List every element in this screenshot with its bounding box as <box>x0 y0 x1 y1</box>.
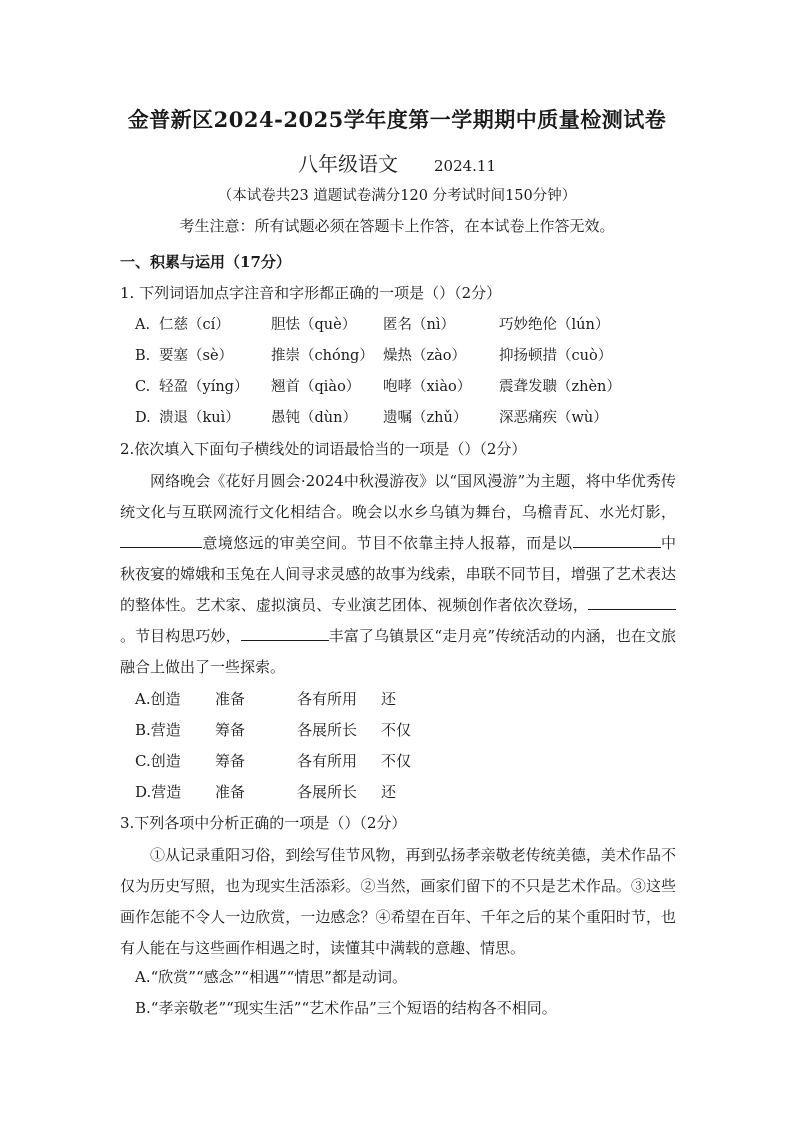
exam-notice: 考生注意：所有试题必须在答题卡上作答，在本试卷上作答无效。 <box>179 217 615 235</box>
option-word: 遗嘱（zhǔ） <box>383 410 468 426</box>
q1-option-d <box>135 406 608 427</box>
option-word: 轻盈（yíng） <box>159 379 249 395</box>
option-word: 准备 <box>215 690 246 708</box>
option-word: 各有所用 <box>297 690 358 708</box>
passage-text: 中秋夜宴的嫦娥和玉兔在人间寻求灵感的故事为线索，串联不同节目，增强了艺术表达的整体性。艺术家、虚拟演员、专业演艺团体、视频创作者依次登场， <box>120 534 676 614</box>
option-word: 咆哮（xiào） <box>383 379 472 395</box>
option-label: D. <box>135 783 152 801</box>
option-word: 要塞（sè） <box>159 348 234 364</box>
section-heading: 一、积累与运用（17分） <box>120 253 291 271</box>
option-word: 营造 <box>151 783 182 801</box>
option-word: 筹备 <box>215 721 246 739</box>
option-label-word <box>135 781 215 802</box>
passage-text: 。节目构思巧妙， <box>120 627 241 645</box>
option-word: 匿名（nì） <box>383 317 455 333</box>
option-word: 愚钝（dùn） <box>271 410 357 426</box>
passage-text: 丰富了乌镇景区“走月亮”传统活动的内涵，也在文旅融合上做出了一些探索。 <box>120 627 676 676</box>
passage-text: 意境悠远的审美空间。节目不依靠主持人报幕，而是以 <box>202 534 573 552</box>
option-label-word <box>135 688 215 709</box>
option-word: 推崇（chóng） <box>271 348 374 364</box>
option-word: 巧妙绝伦（lún） <box>499 317 610 333</box>
option-label: A. <box>135 317 151 333</box>
option-word: 营造 <box>150 721 181 739</box>
option-label: C. <box>135 379 151 395</box>
option-word: 深恶痛疾（wù） <box>499 410 608 426</box>
fill-blank-3 <box>588 595 676 610</box>
option-word: 燥热（zào） <box>383 348 467 364</box>
option-word: 不仅 <box>381 721 412 739</box>
q3-option-a: A.“欣赏”“感念”“相遇”“情思”都是动词。 <box>135 968 407 986</box>
exam-title: 金普新区2024-2025学年度第一学期期中质量检测试卷 <box>127 107 667 132</box>
subject-label: 八年级语文 <box>297 152 398 176</box>
question-2-passage <box>120 466 676 683</box>
question-2-stem: 2.依次填入下面句子横线处的词语最恰当的一项是（）（2分） <box>120 440 527 458</box>
option-word: 各展所长 <box>297 721 358 739</box>
option-label-word <box>135 750 215 771</box>
option-label: A. <box>135 690 151 708</box>
option-word: 震聋发聩（zhèn） <box>499 379 621 395</box>
q2-option-b <box>135 719 411 740</box>
fill-blank-4 <box>241 626 329 641</box>
option-word: 抑扬顿措（cuò） <box>499 348 613 364</box>
question-3-passage: ①从记录重阳习俗，到绘写佳节风物，再到弘扬孝亲敬老传统美德，美术作品不仅为历史写照，也为现实生活添彩。②当然，画家们留下的不只是艺术作品。③这些画作怎能不令人一边欣赏，一边感念？④希望在百年、千年之后的某个重阳时节，也有人能在与这些画作相遇之时，读懂其中满载的意趣、情思。 <box>120 846 676 957</box>
option-label: D. <box>135 410 151 426</box>
option-word: 溃退（kuì） <box>159 410 240 426</box>
q1-option-a <box>135 313 609 334</box>
option-word: 还 <box>381 690 397 708</box>
q1-option-b <box>135 344 612 365</box>
option-word: 还 <box>381 783 397 801</box>
option-word: 各有所用 <box>297 752 358 770</box>
option-label-word <box>135 719 215 740</box>
exam-date: 2024.11 <box>433 157 497 175</box>
exam-info: （本试卷共23 道题试卷满分120 分考试时间150分钟） <box>217 188 577 204</box>
exam-subtitle <box>0 148 794 177</box>
q2-option-c <box>135 750 411 771</box>
question-3-stem: 3.下列各项中分析正确的一项是（）（2分） <box>120 814 407 832</box>
option-label: B. <box>135 721 151 739</box>
option-word: 胆怯（què） <box>271 317 357 333</box>
option-word: 翘首（qiào） <box>271 379 361 395</box>
passage-text: 网络晚会《花好月圆会·2024中秋漫游夜》以“国风漫游”为主题，将中华优秀传统文化与互联网流行文化相结合。晚会以水乡乌镇为舞台，乌檐青瓦、水光灯影， <box>120 472 676 521</box>
option-word: 创造 <box>150 752 181 770</box>
fill-blank-2 <box>573 533 661 548</box>
option-word: 创造 <box>150 690 181 708</box>
option-word: 不仅 <box>381 752 412 770</box>
option-word: 筹备 <box>215 752 246 770</box>
q3-option-b: B.“孝亲敬老”“现实生活”“艺术作品”三个短语的结构各不相同。 <box>135 999 557 1017</box>
option-word: 各展所长 <box>297 783 358 801</box>
q2-option-a <box>135 688 396 709</box>
option-label: C. <box>135 752 151 770</box>
fill-blank-1 <box>120 533 202 548</box>
q2-option-d <box>135 781 396 802</box>
question-1-stem: 1. 下列词语加点字注音和字形都正确的一项是（）（2分） <box>120 284 502 302</box>
option-label: B. <box>135 348 151 364</box>
q1-option-c <box>135 375 621 396</box>
option-word: 准备 <box>215 783 246 801</box>
option-word: 仁慈（cí） <box>159 317 230 333</box>
